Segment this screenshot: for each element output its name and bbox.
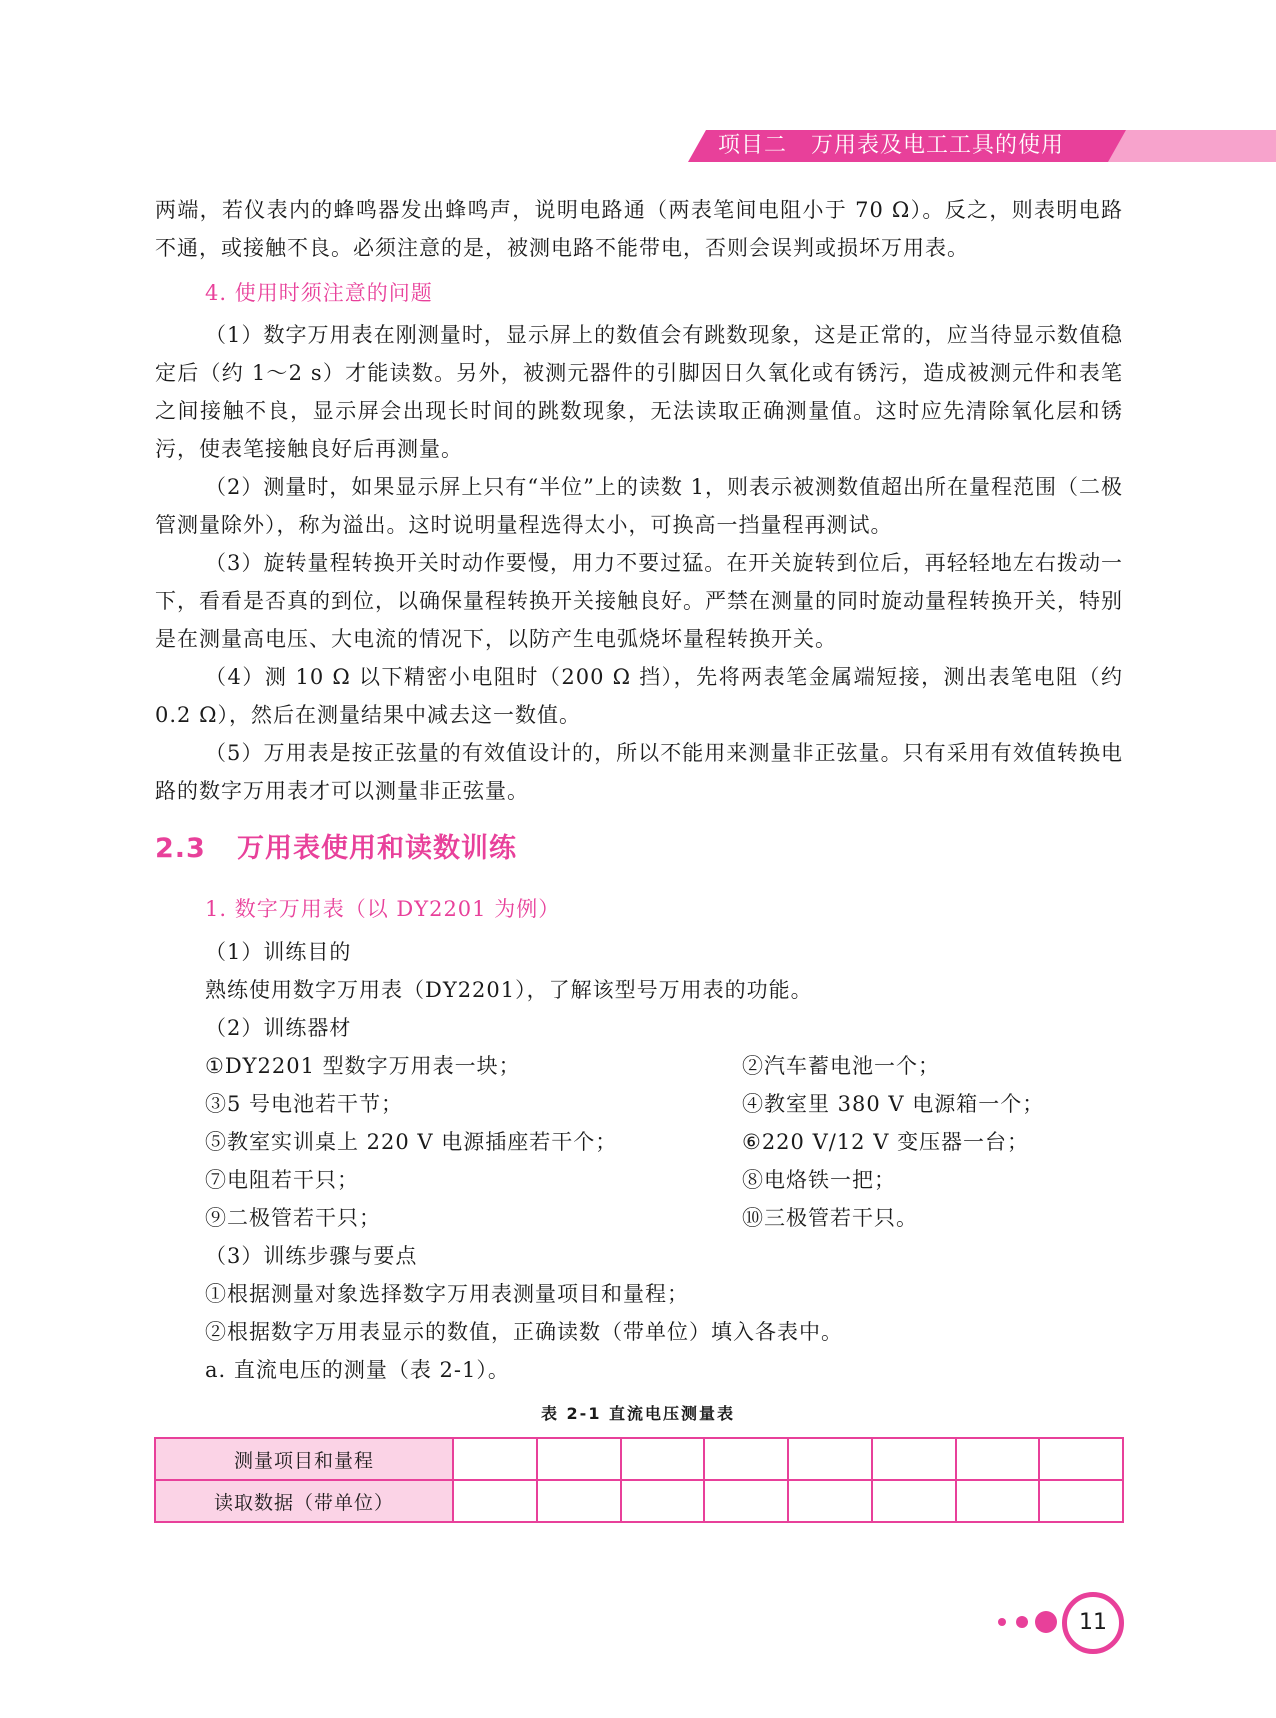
decorative-dot bbox=[998, 1618, 1006, 1626]
table-cell[interactable] bbox=[453, 1480, 537, 1522]
table-cell[interactable] bbox=[872, 1438, 956, 1480]
dc-voltage-table bbox=[154, 1437, 1124, 1523]
note-4: （4）测 10 Ω 以下精密小电阻时（200 Ω 挡），先将两表笔金属端短接，测出表笔电阻（约 0.2 Ω），然后在测量结果中减去这一数值。 bbox=[155, 665, 1123, 727]
table-cell[interactable] bbox=[704, 1438, 788, 1480]
table-cell[interactable] bbox=[537, 1438, 621, 1480]
table-cell[interactable] bbox=[621, 1438, 705, 1480]
note-2: （2）测量时，如果显示屏上只有“半位”上的读数 1，则表示被测数值超出所在量程范围（二极管测量除外），称为溢出。这时说明量程选得太小，可换高一挡量程再测试。 bbox=[155, 475, 1123, 537]
training-steps-heading: （3）训练步骤与要点 bbox=[205, 1244, 418, 1268]
table-cell[interactable] bbox=[956, 1438, 1040, 1480]
table-row bbox=[155, 1438, 1123, 1480]
page-number: 11 bbox=[1062, 1592, 1124, 1654]
heading-notes: 4. 使用时须注意的问题 bbox=[205, 281, 433, 305]
table-cell[interactable] bbox=[788, 1480, 872, 1522]
table-cell[interactable] bbox=[704, 1480, 788, 1522]
section-title: 2.3 万用表使用和读数训练 bbox=[155, 833, 518, 864]
equipment-item: ④教室里 380 V 电源箱一个； bbox=[742, 1092, 1045, 1116]
table-cell[interactable] bbox=[956, 1480, 1040, 1522]
equipment-item: ①DY2201 型数字万用表一块； bbox=[205, 1054, 521, 1078]
note-3: （3）旋转量程转换开关时动作要慢，用力不要过猛。在开关旋转到位后，再轻轻地左右拨动一下，看看是否真的到位，以确保量程转换开关接触良好。严禁在测量的同时旋动量程转换开关，特别是在测量高电压、大电流的情况下，以防产生电弧烧坏量程转换开关。 bbox=[155, 551, 1123, 651]
equipment-item: ③5 号电池若干节； bbox=[205, 1092, 404, 1116]
step-2: ②根据数字万用表显示的数值，正确读数（带单位）填入各表中。 bbox=[205, 1320, 843, 1344]
header-title: 项目二 万用表及电工工具的使用 bbox=[718, 133, 1064, 158]
equipment-item: ⑨二极管若干只； bbox=[205, 1206, 381, 1230]
table-cell[interactable] bbox=[537, 1480, 621, 1522]
table-row bbox=[155, 1480, 1123, 1522]
step-a: a. 直流电压的测量（表 2-1）。 bbox=[205, 1358, 510, 1382]
table-cell[interactable] bbox=[872, 1480, 956, 1522]
table-cell[interactable] bbox=[1039, 1438, 1123, 1480]
note-1: （1）数字万用表在刚测量时，显示屏上的数值会有跳数现象，这是正常的，应当待显示数值稳定后（约 1～2 s）才能读数。另外，被测元器件的引脚因日久氧化或有锈污，造成被测元件和表笔之间接触不良，显示屏会出现长时间的跳数现象，无法读取正确测量值。这时应先清除氧化层和锈污，使表笔接触良好后再测量。 bbox=[155, 323, 1123, 461]
row-header-range: 测量项目和量程 bbox=[155, 1438, 453, 1480]
step-1: ①根据测量对象选择数字万用表测量项目和量程； bbox=[205, 1282, 689, 1306]
decorative-dot bbox=[1016, 1616, 1028, 1628]
training-goal-text: 熟练使用数字万用表（DY2201），了解该型号万用表的功能。 bbox=[205, 978, 813, 1002]
table-cell[interactable] bbox=[621, 1480, 705, 1522]
equipment-item: ⑥220 V/12 V 变压器一台； bbox=[742, 1130, 1030, 1154]
subheading-digital-meter: 1. 数字万用表（以 DY2201 为例） bbox=[205, 897, 561, 921]
equipment-item: ⑤教室实训桌上 220 V 电源插座若干个； bbox=[205, 1130, 618, 1154]
equipment-item: ⑧电烙铁一把； bbox=[742, 1168, 896, 1192]
table-caption: 表 2-1 直流电压测量表 bbox=[540, 1404, 736, 1423]
note-5: （5）万用表是按正弦量的有效值设计的，所以不能用来测量非正弦量。只有采用有效值转换电路的数字万用表才可以测量非正弦量。 bbox=[155, 741, 1123, 803]
equipment-item: ⑦电阻若干只； bbox=[205, 1168, 359, 1192]
equipment-item: ②汽车蓄电池一个； bbox=[742, 1054, 940, 1078]
table-cell[interactable] bbox=[788, 1438, 872, 1480]
training-goal-heading: （1）训练目的 bbox=[205, 940, 352, 964]
header-band-light bbox=[1108, 130, 1276, 162]
row-header-reading: 读取数据（带单位） bbox=[155, 1480, 453, 1522]
decorative-dot bbox=[1035, 1611, 1057, 1633]
training-equipment-heading: （2）训练器材 bbox=[205, 1016, 352, 1040]
table-cell[interactable] bbox=[453, 1438, 537, 1480]
paragraph-continuation: 两端，若仪表内的蜂鸣器发出蜂鸣声，说明电路通（两表笔间电阻小于 70 Ω）。反之，则表明电路不通，或接触不良。必须注意的是，被测电路不能带电，否则会误判或损坏万用表。 bbox=[155, 198, 1123, 260]
table-cell[interactable] bbox=[1039, 1480, 1123, 1522]
equipment-item: ⑩三极管若干只。 bbox=[742, 1206, 918, 1230]
